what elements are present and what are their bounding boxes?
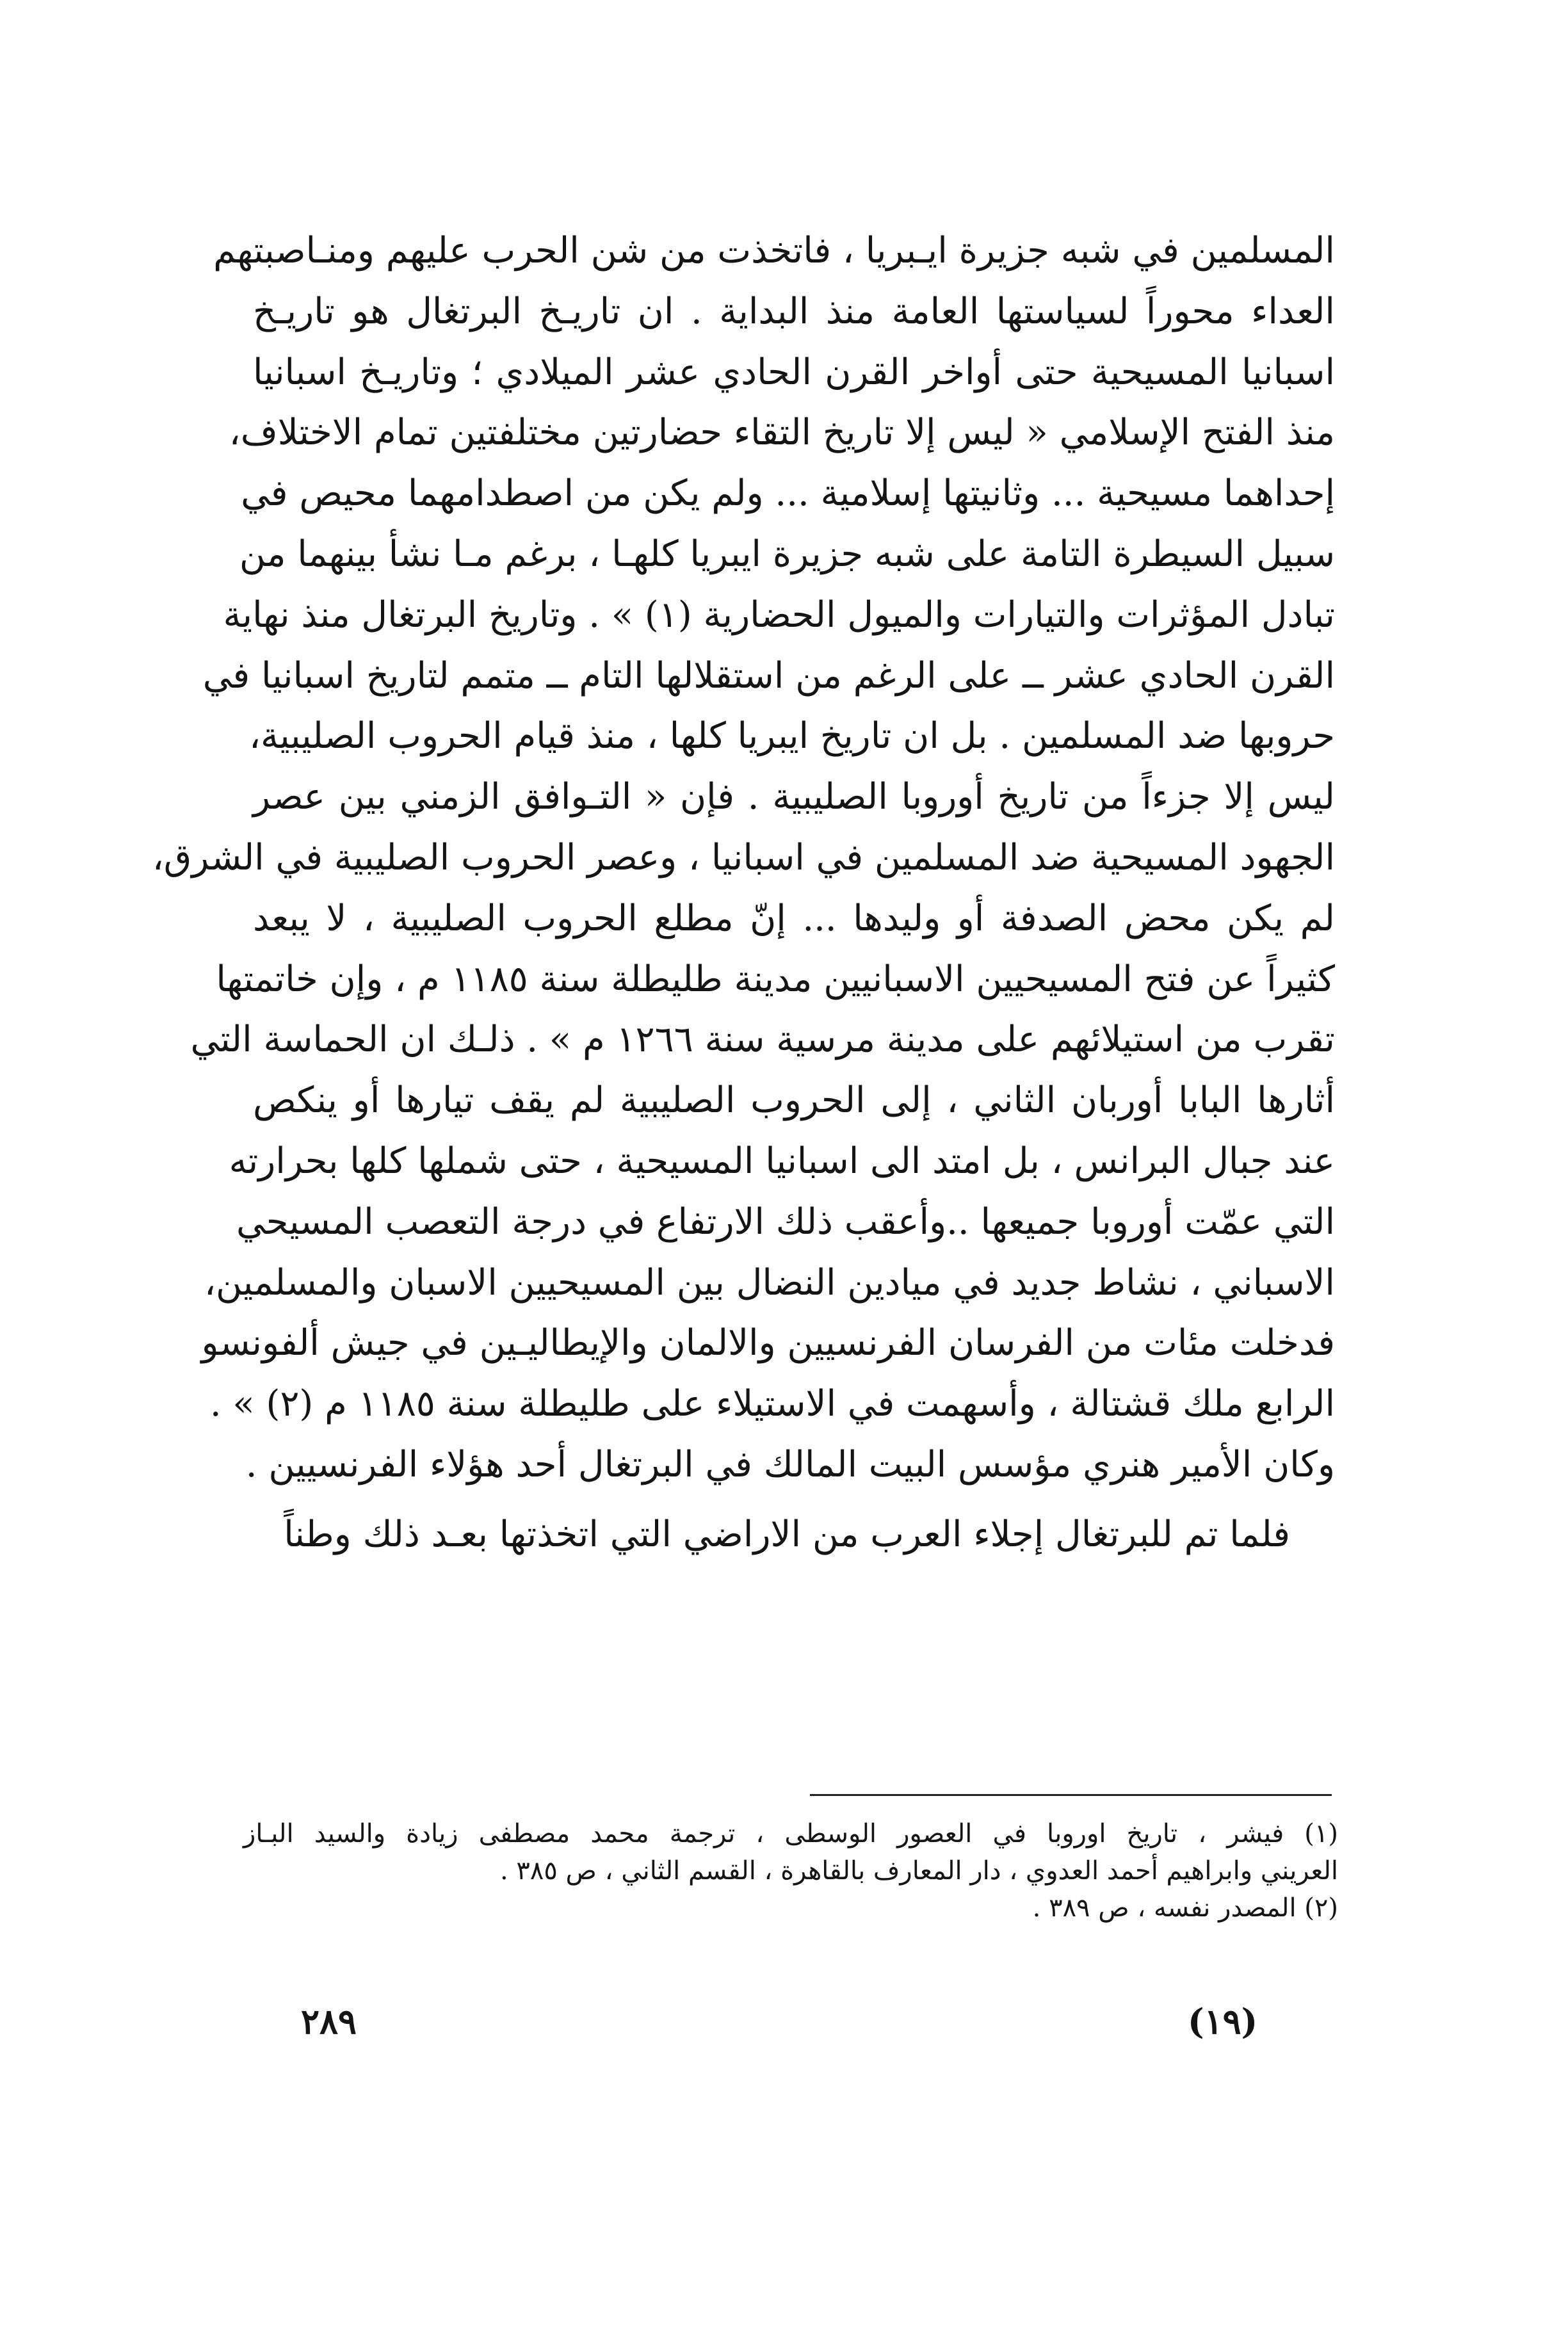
text-line: منذ الفتح الإسلامي « ليس إلا تاريخ التقاء حضارتين مختلفتين تمام الاختلاف،: [229, 412, 1335, 454]
text-line: تقرب من استيلائهم على مدينة مرسية سنة ١٢٦٦ م » . ذلـك ان الحماسة التي: [190, 1019, 1335, 1061]
text-line: أثارها البابا أوربان الثاني ، إلى الحروب الصليبية لم يقف تيارها أو ينكص: [253, 1080, 1335, 1122]
body-text: [152, 221, 1335, 1565]
text-line: فدخلت مئات من الفرسان الفرنسيين والالمان والإيطاليـين في جيش ألفونسو: [201, 1322, 1335, 1364]
text-line: اسبانيا المسيحية حتى أواخر القرن الحادي عشر الميلادي ؛ وتاريـخ اسبانيا: [253, 351, 1335, 393]
footnote-line: (١) فيشر ، تاريخ اوروبا في العصور الوسطى ، ترجمة محمد مصطفى زيادة والسيد البـاز: [243, 1819, 1338, 1848]
paragraph-start-line: فلما تم للبرتغال إجلاء العرب من الاراضي التي اتخذتها بعـد ذلك وطناً: [284, 1513, 1290, 1555]
text-line: القرن الحادي عشر ــ على الرغم من استقلالها التام ــ متمم لتاريخ اسبانيا في: [202, 654, 1335, 697]
footnote-line: العريني وابراهيم أحمد العدوي ، دار المعارف بالقاهرة ، القسم الثاني ، ص ٣٨٥ .: [499, 1856, 1338, 1886]
signature-mark: (١٩): [1188, 2001, 1258, 2042]
text-line: تبادل المؤثرات والتيارات والميول الحضارية (١) » . وتاريخ البرتغال منذ نهاية: [223, 594, 1335, 636]
text-line: سبيل السيطرة التامة على شبه جزيرة ايبريا كلهـا ، برغم مـا نشأ بينهما من: [239, 533, 1335, 575]
text-line: لم يكن محض الصدفة أو وليدها ... إنّ مطلع الحروب الصليبية ، لا يبعد: [253, 897, 1335, 939]
footnotes: [243, 1815, 1338, 1927]
text-line: التي عمّت أوروبا جميعها ..وأعقب ذلك الارتفاع في درجة التعصب المسيحي: [236, 1201, 1335, 1243]
text-line: الرابع ملك قشتالة ، وأسهمت في الاستيلاء على طليطلة سنة ١١٨٥ م (٢) » .: [209, 1383, 1335, 1425]
text-line: حروبها ضد المسلمين . بل ان تاريخ ايبريا كلها ، منذ قيام الحروب الصليبية،: [248, 715, 1335, 757]
page-number: ٢٨٩: [301, 2001, 357, 2042]
text-line: الاسباني ، نشاط جديد في ميادين النضال بين المسيحيين الاسبان والمسلمين،: [204, 1261, 1335, 1304]
text-line: إحداهما مسيحية ... وثانيتها إسلامية ... ولم يكن من اصطدامهما محيص في: [241, 473, 1335, 515]
text-line: وكان الأمير هنري مؤسس البيت المالك في البرتغال أحد هؤلاء الفرنسيين .: [245, 1443, 1335, 1485]
footnote-line: (٢) المصدر نفسه ، ص ٣٨٩ .: [1032, 1893, 1338, 1923]
footnote-separator: [810, 1794, 1332, 1796]
text-line: المسلمين في شبه جزيرة ايـبريا ، فاتخذت من شن الحرب عليهم ومنـاصبتهم: [213, 230, 1335, 271]
text-line: عند جبال البرانس ، بل امتد الى اسبانيا المسيحية ، حتى شملها كلها بحرارته: [229, 1140, 1335, 1182]
text-line: الجهود المسيحية ضد المسلمين في اسبانيا ، وعصر الحروب الصليبية في الشرق،: [152, 836, 1335, 878]
text-line: كثيراً عن فتح المسيحيين الاسبانيين مدينة طليطلة سنة ١١٨٥ م ، وإن خاتمتها: [216, 958, 1335, 1000]
text-line: ليس إلا جزءاً من تاريخ أوروبا الصليبية . فإن « التـوافق الزمني بين عصر: [253, 776, 1335, 818]
text-line: العداء محوراً لسياستها العامة منذ البداية . ان تاريـخ البرتغال هو تاريـخ: [253, 290, 1335, 332]
